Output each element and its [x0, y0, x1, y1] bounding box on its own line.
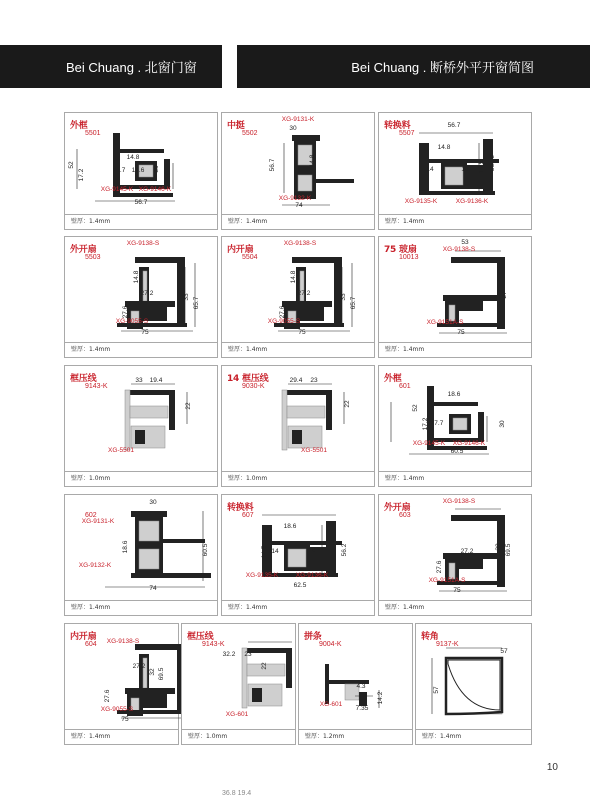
- card-code: 10013: [399, 254, 419, 261]
- wall-thickness: 壁厚：1.4mm: [416, 729, 531, 744]
- profile-card: [378, 365, 532, 487]
- wall-thickness: 壁厚：1.4mm: [65, 729, 178, 744]
- stray-text: 36.8 19.4: [222, 790, 252, 797]
- profile-card: [64, 365, 218, 487]
- dimension-label: 27.2: [132, 663, 146, 670]
- profile-drawing: [65, 113, 219, 216]
- header-right: [237, 45, 590, 88]
- dimension-label: 27.6: [436, 560, 443, 574]
- dimension-label: 56.7: [447, 122, 461, 129]
- dimension-label: 27.6: [122, 305, 129, 319]
- dimension-label: 56.7: [269, 158, 276, 172]
- card-code: 9030-K: [242, 383, 265, 390]
- dimension-label: 53: [461, 239, 469, 246]
- card-title: 拼条: [304, 632, 322, 642]
- card-title: 转换料: [384, 121, 411, 131]
- part-code: XG-9138-S: [442, 246, 476, 253]
- profile-drawing: [222, 113, 376, 216]
- card-title: 外框: [70, 121, 88, 131]
- wall-thickness: 壁厚：1.4mm: [65, 600, 217, 615]
- dimension-label: 14.8: [126, 154, 140, 161]
- card-title: 框压线: [70, 374, 97, 384]
- wall-thickness: 壁厚：1.0mm: [65, 471, 217, 486]
- dimension-label: 14.8: [437, 144, 451, 151]
- part-code: XG-9138-S: [106, 638, 140, 645]
- part-code: XG-5501: [300, 447, 328, 454]
- dimension-label: 62.5: [293, 582, 307, 589]
- card-title: 75 玻扇: [384, 245, 417, 255]
- card-code: 5503: [85, 254, 101, 261]
- dimension-label: 27: [501, 291, 508, 299]
- dimension-label: 75: [453, 587, 461, 594]
- part-code: XG-9055-S: [267, 318, 301, 325]
- dimension-label: 56.19: [489, 154, 496, 172]
- part-code: XG-601: [225, 711, 249, 718]
- part-code: XG-9135-K: [245, 572, 279, 579]
- dimension-label: 57: [500, 648, 508, 655]
- profile-card: [221, 236, 375, 358]
- dimension-label: 57: [433, 686, 440, 694]
- dimension-label: 69.5: [505, 543, 512, 557]
- profile-card: [64, 236, 218, 358]
- dimension-label: 14.8: [133, 270, 140, 284]
- dimension-label: 32: [495, 543, 502, 551]
- part-code: XG-9131-K: [81, 518, 115, 525]
- profile-card: [415, 623, 532, 745]
- part-code: XG-9131-K: [281, 116, 315, 123]
- dimension-label: 56.2: [341, 543, 348, 557]
- profile-card: [378, 494, 532, 616]
- part-code: XG-9138-S: [126, 240, 160, 247]
- dimension-label: 60.5: [202, 543, 209, 557]
- dimension-label: 29.4: [289, 377, 303, 384]
- dimension-label: 33: [183, 293, 190, 301]
- dimension-label: 75: [457, 329, 465, 336]
- part-code: XG-9146-K: [138, 186, 172, 193]
- card-code: 603: [399, 512, 411, 519]
- card-title: 转换料: [227, 503, 254, 513]
- card-title: 内开扇: [70, 632, 97, 642]
- dimension-label: 30: [149, 499, 157, 506]
- profile-card: [64, 494, 218, 616]
- part-code: XG-9138-S: [442, 498, 476, 505]
- wall-thickness: 壁厚：1.2mm: [299, 729, 412, 744]
- profile-card: [378, 236, 532, 358]
- dimension-label: 14.8: [309, 154, 316, 168]
- card-title: 外框: [384, 374, 402, 384]
- card-code: 9143-K: [202, 641, 225, 648]
- wall-thickness: 壁厚：1.4mm: [379, 342, 531, 357]
- dimension-label: 17.2: [78, 168, 85, 182]
- dimension-label: 14.8: [290, 270, 297, 284]
- part-code: XG-601: [319, 701, 343, 708]
- part-code: XG-9135-K: [404, 198, 438, 205]
- card-title: 转角: [421, 632, 439, 642]
- card-code: 9143-K: [85, 383, 108, 390]
- part-code: XG-9146-K: [452, 440, 486, 447]
- wall-thickness: 壁厚：1.4mm: [379, 214, 531, 229]
- dimension-label: 32.2: [222, 651, 236, 658]
- card-title: 外开扇: [384, 503, 411, 513]
- card-code: 9137-K: [436, 641, 459, 648]
- card-code: 5507: [399, 130, 415, 137]
- part-code: XG-9151A-S: [428, 577, 466, 584]
- profile-card: [378, 112, 532, 230]
- dimension-label: 22: [261, 662, 268, 670]
- card-title: 内开扇: [227, 245, 254, 255]
- card-title: 框压线: [187, 632, 214, 642]
- card-title: 14 框压线: [227, 374, 269, 384]
- dimension-label: 23: [244, 651, 252, 658]
- card-code: 5502: [242, 130, 258, 137]
- dimension-label: 75: [298, 329, 306, 336]
- part-code: XG-5501: [107, 447, 135, 454]
- part-code: XG-9055-S: [115, 318, 149, 325]
- dimension-label: 52: [68, 161, 75, 169]
- dimension-label: 60.5: [450, 448, 464, 455]
- card-title: 中挺: [227, 121, 245, 131]
- part-code: XG-9145-K: [100, 186, 134, 193]
- dimension-label: 27.6: [104, 689, 111, 703]
- dimension-label: 14.5: [261, 545, 268, 559]
- card-code: 601: [399, 383, 411, 390]
- dimension-label: 14: [426, 166, 434, 173]
- profile-card: [221, 112, 375, 230]
- dimension-label: 30: [153, 165, 160, 173]
- dimension-label: 23: [310, 377, 318, 384]
- part-code: XG-9136-K: [295, 572, 329, 579]
- wall-thickness: 壁厚：1.4mm: [379, 471, 531, 486]
- card-code: 607: [242, 512, 254, 519]
- part-code: XG-9151A-S: [426, 319, 464, 326]
- dimension-label: 74: [295, 202, 303, 209]
- dimension-label: 27.6: [279, 305, 286, 319]
- dimension-label: 27.2: [140, 290, 154, 297]
- card-code: 5501: [85, 130, 101, 137]
- part-code: XG-9138-S: [283, 240, 317, 247]
- part-code: XG-9132-K: [278, 195, 312, 202]
- dimension-label: 75: [141, 329, 149, 336]
- header-left-text: Bei Chuang . 北窗门窗: [66, 60, 197, 75]
- wall-thickness: 壁厚：1.4mm: [65, 342, 217, 357]
- dimension-label: 30: [289, 125, 297, 132]
- dimension-label: 65.7: [193, 296, 200, 310]
- dimension-label: 65.7: [350, 296, 357, 310]
- dimension-label: 14: [271, 548, 279, 555]
- part-code: XG-9136-K: [455, 198, 489, 205]
- card-code: 9004-K: [319, 641, 342, 648]
- wall-thickness: 壁厚：1.4mm: [222, 600, 374, 615]
- dimension-label: 18: [461, 166, 469, 173]
- dimension-label: 33: [340, 293, 347, 301]
- profile-card: [221, 494, 375, 616]
- wall-thickness: 壁厚：1.4mm: [222, 214, 374, 229]
- wall-thickness: 壁厚：1.4mm: [379, 600, 531, 615]
- dimension-label: 74: [149, 585, 157, 592]
- wall-thickness: 壁厚：1.0mm: [222, 471, 374, 486]
- page-number: 10: [546, 762, 558, 773]
- dimension-label: 75: [121, 716, 129, 723]
- card-code: 602: [85, 512, 97, 519]
- dimension-label: 33: [135, 377, 143, 384]
- dimension-label: 18.6: [447, 391, 461, 398]
- card-code: 604: [85, 641, 97, 648]
- dimension-label: 27.2: [297, 290, 311, 297]
- wall-thickness: 壁厚：1.0mm: [182, 729, 295, 744]
- wall-thickness: 壁厚：1.4mm: [65, 214, 217, 229]
- dimension-label: 17.7: [430, 420, 444, 427]
- header-right-text: Bei Chuang . 断桥外平开窗简图: [351, 60, 534, 75]
- part-code: XG-9145-K: [412, 440, 446, 447]
- card-code: 5504: [242, 254, 258, 261]
- dimension-label: 69.5: [158, 667, 165, 681]
- dimension-label: 22: [344, 400, 351, 408]
- card-title: 外开扇: [70, 245, 97, 255]
- dimension-label: 19.4: [149, 377, 163, 384]
- header-left: [0, 45, 222, 88]
- profile-card: [64, 623, 179, 745]
- profile-card: [64, 112, 218, 230]
- dimension-label: 18.6: [131, 167, 145, 174]
- dimension-label: 22: [185, 402, 192, 410]
- dimension-label: 17.7: [112, 167, 126, 174]
- dimension-label: 30: [499, 420, 506, 428]
- dimension-label: 17.2: [422, 417, 429, 431]
- profile-card: [181, 623, 296, 745]
- wall-thickness: 壁厚：1.4mm: [222, 342, 374, 357]
- part-code: XG-9132-K: [78, 562, 112, 569]
- dimension-label: 18.6: [283, 523, 297, 530]
- dimension-label: 32: [149, 668, 156, 676]
- dimension-label: 27.2: [460, 548, 474, 555]
- dimension-label: 56.7: [134, 199, 148, 206]
- dimension-label: 14.5: [478, 160, 485, 174]
- part-code: XG-9055-S: [100, 706, 134, 713]
- profile-card: [298, 623, 413, 745]
- dimension-label: 4.3: [356, 683, 366, 690]
- dimension-label: 18.6: [122, 540, 129, 554]
- dimension-label: 18: [308, 547, 316, 554]
- dimension-label: 14.2: [377, 691, 384, 705]
- profile-card: [221, 365, 375, 487]
- dimension-label: 52: [412, 404, 419, 412]
- dimension-label: 7.35: [355, 705, 369, 712]
